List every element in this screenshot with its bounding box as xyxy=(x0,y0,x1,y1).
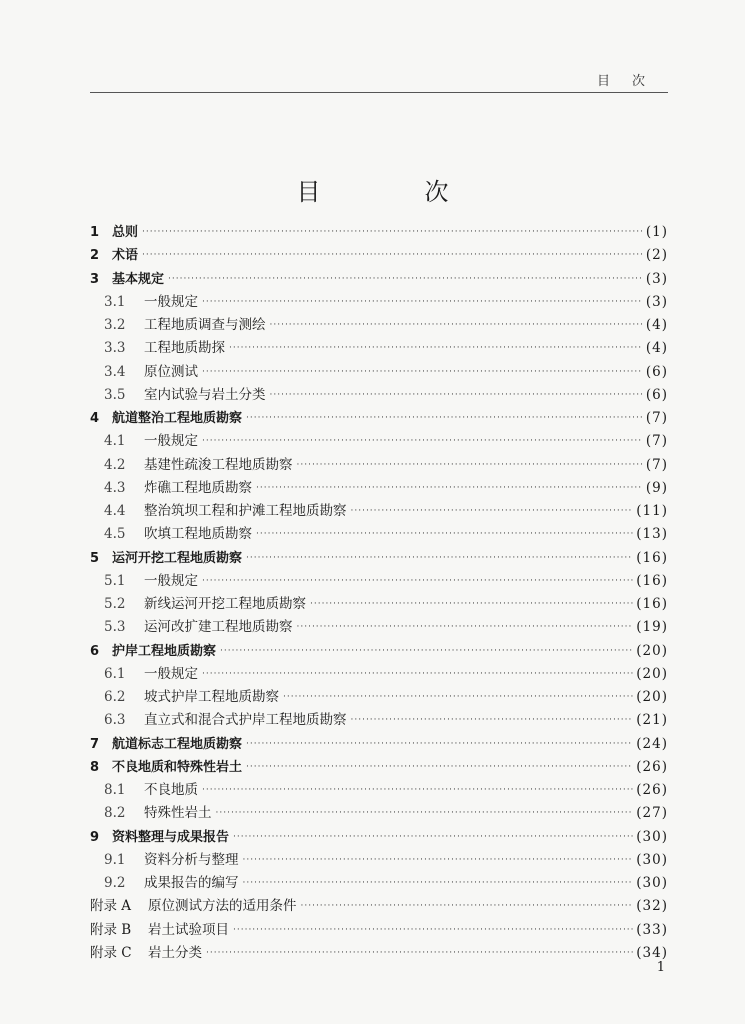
toc-entry-number: 9.1 xyxy=(104,851,126,868)
toc-entry-page: (26) xyxy=(636,758,668,775)
dot-leader xyxy=(256,477,643,500)
toc-entry-number: 6 xyxy=(90,643,100,659)
toc-entry[interactable] xyxy=(90,686,668,709)
toc-entry-page: (30) xyxy=(636,851,668,868)
toc-entry-page: (7) xyxy=(645,433,668,450)
toc-entry-title: 一般规定 xyxy=(144,665,198,682)
toc-entry[interactable] xyxy=(90,454,668,477)
toc-entry-number: 3 xyxy=(90,271,100,287)
toc-entry-page: (4) xyxy=(645,317,668,333)
toc-entry-number: 附录 C xyxy=(90,944,132,961)
toc-entry-title: 成果报告的编写 xyxy=(144,875,239,891)
dot-leader xyxy=(270,384,643,407)
toc-entry-number: 6.2 xyxy=(104,689,126,705)
toc-entry-title: 特殊性岩土 xyxy=(144,805,212,822)
toc-entry-page: (20) xyxy=(636,689,668,705)
toc-entry-number: 3.5 xyxy=(104,386,126,403)
dot-leader xyxy=(142,221,643,244)
toc-entry-title: 不良地质 xyxy=(144,782,198,798)
toc-entry-page: (7) xyxy=(645,456,668,473)
dot-leader xyxy=(283,686,633,709)
toc-entry-title: 资料分析与整理 xyxy=(144,851,239,868)
toc-entry-page: (27) xyxy=(636,805,668,822)
toc-entry-number: 8 xyxy=(90,759,100,775)
toc-entry-title: 直立式和混合式护岸工程地质勘察 xyxy=(144,712,347,729)
running-header: 目次 xyxy=(596,74,667,89)
toc-entry-page: (30) xyxy=(636,875,668,891)
toc-entry[interactable] xyxy=(90,244,668,267)
toc-entry-page: (19) xyxy=(636,619,668,636)
toc-entry-page: (6) xyxy=(645,363,668,380)
toc-entry-page: (16) xyxy=(636,596,668,612)
toc-entry[interactable] xyxy=(90,314,668,337)
toc-entry-title: 航道标志工程地质勘察 xyxy=(112,736,243,752)
toc-entry-number: 9 xyxy=(90,829,100,845)
toc-entry-number: 5.3 xyxy=(104,619,126,636)
dot-leader xyxy=(297,454,643,477)
toc-entry-number: 6.3 xyxy=(104,712,126,729)
toc-entry-page: (30) xyxy=(636,828,668,845)
toc-entry-number: 附录 A xyxy=(90,898,132,915)
toc-entry-title: 运河开挖工程地质勘察 xyxy=(112,550,243,566)
toc-entry-title: 术语 xyxy=(112,248,139,264)
toc-entry[interactable] xyxy=(90,221,668,244)
toc-entry-title: 新线运河开挖工程地质勘察 xyxy=(144,596,306,612)
dot-leader xyxy=(233,919,633,942)
toc-entry-number: 附录 B xyxy=(90,921,132,938)
header-rule xyxy=(90,92,668,93)
toc-entry-number: 8.2 xyxy=(104,805,126,822)
dot-leader xyxy=(246,547,633,570)
toc-entry[interactable] xyxy=(90,384,668,407)
toc-entry[interactable] xyxy=(90,570,668,593)
toc-entry-number: 4.4 xyxy=(104,503,126,519)
dot-leader xyxy=(202,779,633,802)
toc-entry-page: (1) xyxy=(645,224,668,240)
toc-entry-number: 3.1 xyxy=(104,293,126,310)
toc-entry-title: 炸礁工程地质勘察 xyxy=(144,479,252,496)
toc-entry-page: (24) xyxy=(636,735,668,752)
dot-leader xyxy=(301,895,634,918)
dot-leader xyxy=(202,430,643,453)
dot-leader xyxy=(243,872,634,895)
toc-entry-number: 4 xyxy=(90,411,100,426)
toc-entry-number: 9.2 xyxy=(104,875,126,891)
toc-entry[interactable] xyxy=(90,430,668,453)
toc-entry[interactable] xyxy=(90,709,668,732)
page-title: 目 次 xyxy=(296,178,489,206)
toc-entry-page: (4) xyxy=(645,340,668,357)
toc-entry-number: 2 xyxy=(90,248,100,264)
toc-entry-number: 7 xyxy=(90,736,100,752)
dot-leader xyxy=(270,314,643,337)
toc-entry-number: 5.2 xyxy=(104,596,126,612)
dot-leader xyxy=(351,709,634,732)
dot-leader xyxy=(297,616,634,639)
toc-entry-page: (16) xyxy=(636,549,668,566)
toc-entry-title: 护岸工程地质勘察 xyxy=(112,643,217,659)
dot-leader xyxy=(229,337,643,360)
toc-entry[interactable] xyxy=(90,756,668,779)
toc-entry-number: 4.3 xyxy=(104,479,126,496)
toc-entry-number: 8.1 xyxy=(104,782,126,798)
dot-leader xyxy=(206,942,633,965)
toc-entry-title: 不良地质和特殊性岩土 xyxy=(112,759,243,775)
toc-entry-number: 3.3 xyxy=(104,340,126,357)
toc-entry[interactable] xyxy=(90,663,668,686)
toc-entry-title: 室内试验与岩土分类 xyxy=(144,386,266,403)
toc-entry-title: 整治筑坝工程和护滩工程地质勘察 xyxy=(144,503,347,519)
dot-leader xyxy=(216,802,634,825)
toc-entry-number: 5.1 xyxy=(104,572,126,589)
toc-entry[interactable] xyxy=(90,733,668,756)
toc-entry[interactable] xyxy=(90,361,668,384)
toc-entry-title: 岩土分类 xyxy=(148,944,202,961)
dot-leader xyxy=(246,733,633,756)
toc-entry-page: (13) xyxy=(636,526,668,543)
toc-entry[interactable] xyxy=(90,291,668,314)
dot-leader xyxy=(220,640,633,663)
toc-entry[interactable] xyxy=(90,593,668,616)
toc-entry-page: (26) xyxy=(636,782,668,798)
toc-entry-title: 一般规定 xyxy=(144,293,198,310)
dot-leader xyxy=(168,268,643,291)
toc-entry-title: 原位测试方法的适用条件 xyxy=(148,898,297,915)
page-number: 1 xyxy=(656,960,665,975)
toc-entry-number: 4.1 xyxy=(104,433,126,450)
toc-entry-page: (34) xyxy=(636,944,668,961)
dot-leader xyxy=(202,291,643,314)
toc-entry-number: 6.1 xyxy=(104,665,126,682)
toc-entry-number: 5 xyxy=(90,550,100,566)
toc-entry-page: (16) xyxy=(636,572,668,589)
dot-leader xyxy=(202,663,633,686)
toc-entry[interactable] xyxy=(90,779,668,802)
toc-entry-page: (7) xyxy=(645,410,668,426)
toc-entry-page: (2) xyxy=(645,247,668,264)
toc-entry-title: 资料整理与成果报告 xyxy=(112,829,230,845)
toc-entry[interactable] xyxy=(90,826,668,849)
toc-entry-title: 一般规定 xyxy=(144,572,198,589)
toc-entry-number: 4.5 xyxy=(104,526,126,543)
toc-entry[interactable] xyxy=(90,942,668,965)
toc-entry-title: 岩土试验项目 xyxy=(148,921,229,938)
toc-entry-page: (20) xyxy=(636,665,668,682)
table-of-contents xyxy=(90,221,668,965)
toc-entry-title: 运河改扩建工程地质勘察 xyxy=(144,619,293,636)
toc-entry-page: (11) xyxy=(636,503,668,519)
toc-entry-number: 3.2 xyxy=(104,317,126,333)
toc-entry-title: 吹填工程地质勘察 xyxy=(144,526,252,543)
toc-entry-title: 一般规定 xyxy=(144,433,198,450)
toc-entry-title: 基本规定 xyxy=(112,271,165,287)
toc-entry-page: (6) xyxy=(645,386,668,403)
toc-entry[interactable] xyxy=(90,872,668,895)
dot-leader xyxy=(142,244,643,267)
toc-entry-number: 3.4 xyxy=(104,363,126,380)
toc-entry[interactable] xyxy=(90,477,668,500)
toc-entry-number: 1 xyxy=(90,225,100,240)
toc-entry-number: 4.2 xyxy=(104,456,126,473)
dot-leader xyxy=(202,570,633,593)
toc-entry-title: 航道整治工程地质勘察 xyxy=(112,411,243,426)
toc-entry-title: 原位测试 xyxy=(144,363,198,380)
dot-leader xyxy=(256,523,633,546)
dot-leader xyxy=(246,407,643,430)
toc-entry[interactable] xyxy=(90,849,668,872)
toc-entry[interactable] xyxy=(90,616,668,639)
toc-entry[interactable] xyxy=(90,337,668,360)
dot-leader xyxy=(233,826,633,849)
toc-entry-title: 工程地质勘探 xyxy=(144,340,225,357)
toc-entry-page: (33) xyxy=(636,921,668,938)
toc-entry[interactable] xyxy=(90,268,668,291)
toc-entry-page: (3) xyxy=(645,293,668,310)
toc-entry-page: (32) xyxy=(636,898,668,915)
toc-entry[interactable] xyxy=(90,407,668,430)
toc-entry[interactable] xyxy=(90,919,668,942)
toc-entry[interactable] xyxy=(90,547,668,570)
dot-leader xyxy=(246,756,633,779)
toc-entry-page: (21) xyxy=(636,712,668,729)
toc-entry[interactable] xyxy=(90,640,668,663)
toc-entry-page: (3) xyxy=(645,270,668,287)
toc-entry-page: (9) xyxy=(645,479,668,496)
toc-entry[interactable] xyxy=(90,523,668,546)
toc-entry-title: 基建性疏浚工程地质勘察 xyxy=(144,456,293,473)
toc-entry[interactable] xyxy=(90,802,668,825)
toc-entry-title: 坡式护岸工程地质勘察 xyxy=(144,689,279,705)
toc-entry[interactable] xyxy=(90,895,668,918)
dot-leader xyxy=(243,849,634,872)
dot-leader xyxy=(202,361,643,384)
dot-leader xyxy=(310,593,633,616)
dot-leader xyxy=(351,500,634,523)
toc-entry[interactable] xyxy=(90,500,668,523)
toc-entry-page: (20) xyxy=(636,642,668,659)
toc-entry-title: 工程地质调查与测绘 xyxy=(144,317,266,333)
toc-entry-title: 总则 xyxy=(112,225,139,240)
